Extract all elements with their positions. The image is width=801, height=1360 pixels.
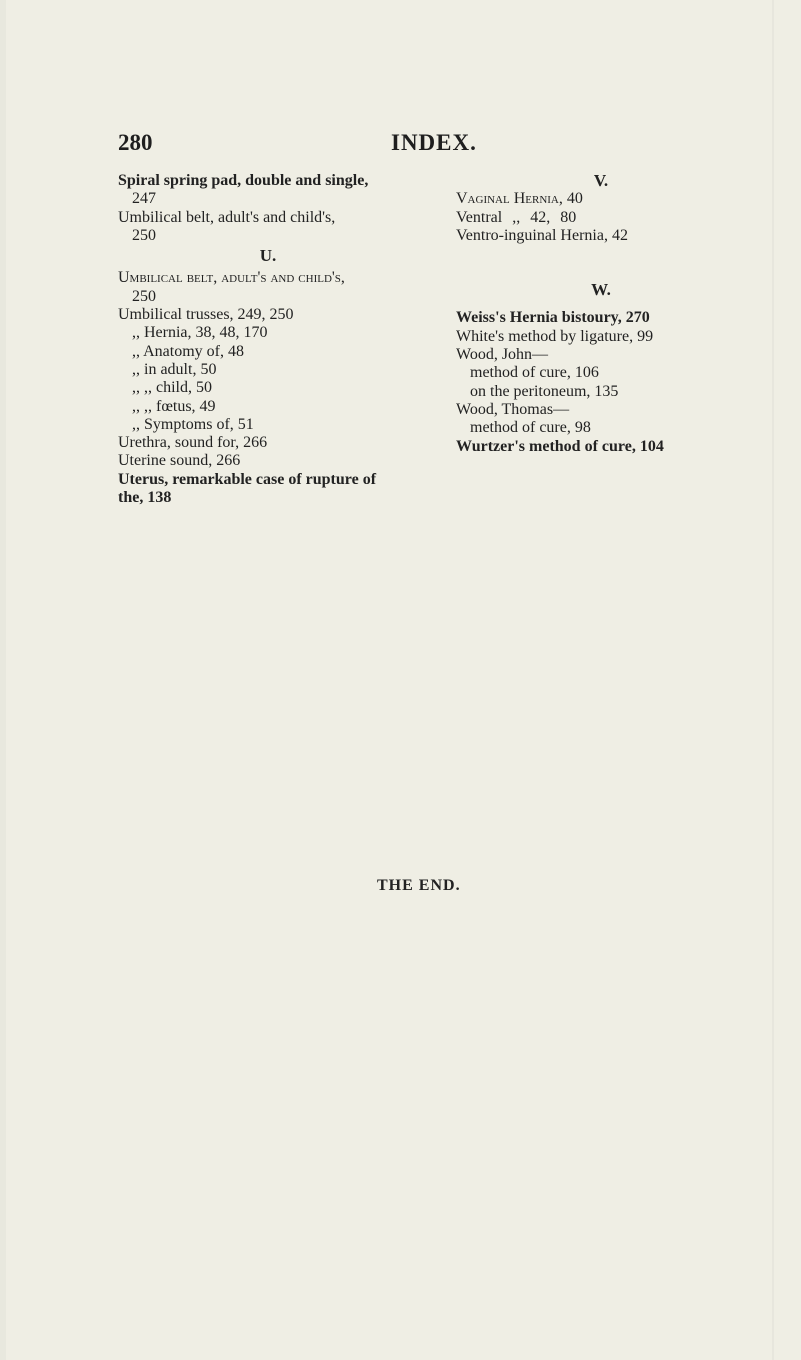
section-letter-v: V. bbox=[593, 171, 609, 190]
page-edge-shadow bbox=[0, 0, 6, 1360]
index-entry: White's method by ligature, 99 bbox=[456, 327, 654, 345]
page-crease bbox=[772, 0, 774, 1360]
index-entry-continuation: 247 bbox=[132, 190, 156, 208]
page-title: INDEX. bbox=[391, 130, 477, 155]
index-entry: Umbilical trusses, 249, 250 bbox=[118, 306, 294, 324]
index-entry-continuation: 250 bbox=[132, 226, 156, 244]
index-column-right bbox=[456, 172, 756, 456]
index-column-left bbox=[118, 172, 458, 507]
index-entry: Wood, Thomas— bbox=[456, 400, 570, 418]
spacer bbox=[456, 245, 756, 281]
index-entry: Ventro-inguinal Hernia, 42 bbox=[456, 226, 628, 244]
index-entry: Vaginal Hernia, 40 bbox=[456, 190, 583, 208]
index-entry: Uterus, remarkable case of rupture of bbox=[118, 470, 377, 488]
page-number: 280 bbox=[118, 130, 153, 155]
index-entry: Umbilical belt, adult's and child's, bbox=[118, 269, 345, 287]
index-subentry: ,, ,, child, 50 bbox=[132, 379, 212, 397]
index-subentry: on the peritoneum, 135 bbox=[470, 382, 619, 400]
index-entry: Uterine sound, 266 bbox=[118, 452, 241, 470]
index-subentry: ,, in adult, 50 bbox=[132, 360, 217, 378]
index-entry: Ventral ,, 42, 80 bbox=[456, 208, 577, 226]
index-entry: Spiral spring pad, double and single, bbox=[118, 172, 369, 189]
index-subentry: ,, Anatomy of, 48 bbox=[132, 342, 244, 360]
index-subentry: ,, Hernia, 38, 48, 170 bbox=[132, 324, 268, 342]
index-entry: Urethra, sound for, 266 bbox=[118, 434, 268, 452]
index-subentry: ,, ,, fœtus, 49 bbox=[132, 397, 216, 415]
section-letter-u: U. bbox=[259, 246, 277, 266]
section-letter-w: W. bbox=[591, 280, 611, 300]
index-entry: Umbilical belt, adult's and child's, bbox=[118, 208, 336, 226]
index-entry: Weiss's Hernia bistoury, 270 bbox=[456, 309, 650, 327]
index-entry-continuation: 250 bbox=[132, 287, 156, 305]
index-entry: Wurtzer's method of cure, 104 bbox=[456, 437, 664, 455]
index-entry-continuation: the, 138 bbox=[118, 489, 172, 507]
index-subentry: method of cure, 106 bbox=[470, 364, 599, 382]
index-subentry: ,, Symptoms of, 51 bbox=[132, 415, 254, 433]
index-subentry: method of cure, 98 bbox=[470, 419, 591, 437]
the-end-text: THE END. bbox=[377, 877, 461, 894]
index-entry: Wood, John— bbox=[456, 346, 549, 364]
page-header bbox=[118, 130, 684, 160]
